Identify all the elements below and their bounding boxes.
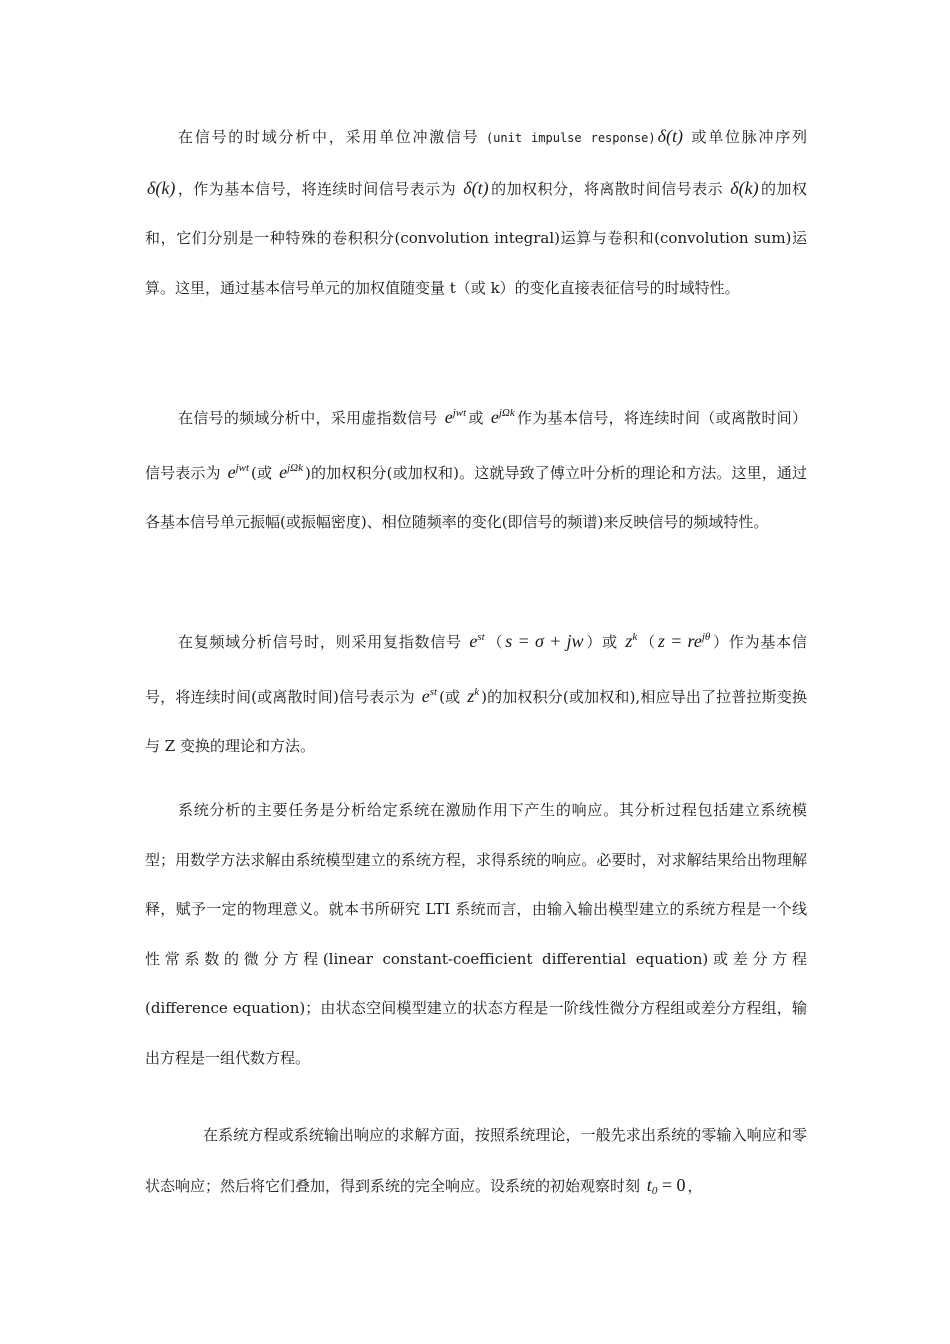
p5-text-a: 在系统方程或系统输出响应的求解方面，按照系统理论，一般先求出系统的零输入响应和零状态响应；然后将它们叠加，得到系统的完全响应。设系统的初始观察时刻 [145,1126,807,1195]
paragraph-frequency-domain [145,389,807,548]
p3-m3-base: z [625,631,633,651]
p3-m1-exp: st [477,631,485,643]
p3-text-f: (或 [439,687,461,706]
p2-text-c: 作为基本信号，将连续时间（或离散时间）信号表示为 [145,409,807,482]
p3-math-z-k-2 [465,686,481,706]
p2-m1-exp: jwt [452,407,467,419]
p3-text-g: )的加权积分(或加权和),相应导出了拉普拉斯变换与 Z 变换的理论和方法。 [145,687,807,755]
p2-m2-base: e [490,407,499,427]
p2-math-e-jwt [443,407,468,427]
p5-m1-sub: 0 [651,1184,658,1197]
p5-math-t0 [645,1175,688,1195]
p2-math-e-jomegak-2 [277,462,305,482]
p5-text-b: ， [687,1176,703,1195]
p3-m6-exp: k [474,685,480,698]
p3-text-b: （ [486,633,504,651]
p3-m6-base: z [467,685,475,706]
p1-text-a: 在信号的时域分析中，采用单位冲激信号 [178,128,480,146]
p3-m3-exp: k [632,631,638,643]
p2-m1-base: e [444,407,453,427]
p5-m1-rest: = 0 [657,1174,686,1195]
p3-m5-base: e [421,685,430,706]
p3-m4-exp: jθ [701,631,711,643]
p2-m2-exp: jΩk [498,407,515,419]
p3-m5-exp: st [429,685,438,698]
p3-math-e-st [467,631,486,651]
p2-text-a: 在信号的频域分析中，采用虚指数信号 [178,409,438,427]
paragraph-system-solution [145,1111,807,1216]
p3-m4-main: z = re [657,631,702,651]
paragraph-time-domain [145,112,807,313]
p2-m3-exp: jwt [235,461,250,474]
p2-text-b: 或 [468,409,484,427]
p2-math-e-jomegak [489,407,517,427]
p2-m4-exp: jΩk [287,461,303,474]
p2-m3-base: e [227,461,236,482]
p3-math-s-def: s = σ + jw [505,631,584,651]
p2-text-e: )的加权积分(或加权和)。这就导致了傅立叶分析的理论和方法。这里，通过各基本信号单元振幅(或振幅密度)、相位随频率的变化(即信号的频谱)来反映信号的频域特性。 [145,463,807,531]
p1-math-delta-k: δ(k) [147,177,176,198]
paragraph-system-analysis [145,786,807,1083]
p3-text-e: ）作为基本信号，将连续时间(或离散时间)信号表示为 [145,633,807,706]
p2-text-d: (或 [251,463,273,482]
p3-text-d: （ [639,633,656,651]
p1-math-delta-k-2: δ(k) [730,177,759,198]
p3-text-a: 在复频域分析信号时，则采用复指数信号 [178,633,462,651]
p1-math-delta-t-2: δ(t) [463,177,489,198]
p2-math-e-jwt-2 [226,462,251,482]
p1-math-delta-t: δ(t) [657,126,683,146]
p2-m4-base: e [279,461,288,482]
p3-m1-base: e [469,631,478,651]
p5-m1-base: t [646,1174,652,1195]
p1-text-b: 或单位脉冲序列 [684,128,807,146]
p1-text-d: 的加权积分，将离散时间信号表示 [490,179,723,198]
p3-math-z-def [656,631,712,651]
paragraph-complex-frequency [145,613,807,772]
p1-term-unit-impulse: (unit impulse response) [485,131,656,145]
p1-text-c: ，作为基本信号，将连续时间信号表示为 [177,179,457,198]
p3-text-c: ）或 [585,633,618,651]
p3-math-z-k [623,631,639,651]
p1-text-e: 的加权和，它们分别是一种特殊的卷积积分(convolution integral)运算与卷积和(convolution sum)运算。这里，通过基本信号单元的加权值随变量 t（或 k）的变化直接表征信号的时域特性。 [145,179,807,297]
p4-text: 系统分析的主要任务是分析给定系统在激励作用下产生的响应。其分析过程包括建立系统模型；用数学方法求解由系统模型建立的系统方程，求得系统的响应。必要时，对求解结果给出物理解释，赋予一定的物理意义。就本书所研究 LTI 系统而言，由输入输出模型建立的系统方程是一个线性常系数的微分方程(linear constant-coefficient differential equation)或差分方程(difference equation)；由状态空间模型建立的状态方程是一阶线性微分方程组或差分方程组，输出方程是一组代数方程。 [145,801,807,1067]
p3-math-e-st-2 [420,686,439,706]
